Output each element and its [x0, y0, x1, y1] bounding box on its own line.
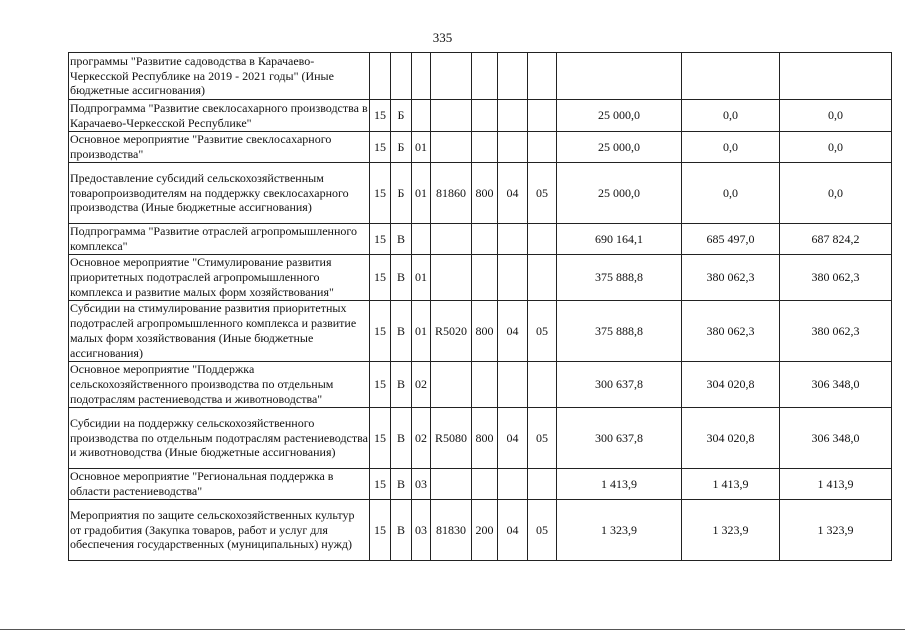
amount-cell: 687 824,2 [780, 224, 892, 255]
code-cell: В [391, 255, 412, 301]
code-cell [431, 224, 472, 255]
code-cell: 02 [412, 362, 431, 408]
code-cell [528, 255, 557, 301]
table-row [69, 163, 892, 224]
amount-cell: 0,0 [780, 132, 892, 163]
code-cell [528, 469, 557, 500]
table-row [69, 53, 892, 100]
amount-cell: 0,0 [780, 100, 892, 132]
amount-cell: 25 000,0 [557, 163, 682, 224]
amount-cell [780, 53, 892, 100]
code-cell: 02 [412, 408, 431, 469]
code-cell: 05 [528, 163, 557, 224]
row-name: Основное мероприятие "Поддержка сельскохозяйственного производства по отдельным подотраслям растениеводства и животноводства" [69, 362, 370, 408]
code-cell [472, 469, 498, 500]
code-cell: 15 [370, 469, 391, 500]
code-cell: В [391, 224, 412, 255]
code-cell: 03 [412, 500, 431, 561]
code-cell: 01 [412, 255, 431, 301]
row-name: Основное мероприятие "Развитие свеклосахарного производства" [69, 132, 370, 163]
amount-cell: 375 888,8 [557, 255, 682, 301]
budget-table [68, 52, 892, 561]
page-number: 335 [432, 30, 453, 45]
amount-cell: 1 413,9 [557, 469, 682, 500]
amount-cell [557, 53, 682, 100]
code-cell: 04 [498, 408, 528, 469]
code-cell: В [391, 362, 412, 408]
row-name: Основное мероприятие "Стимулирование развития приоритетных подотраслей агропромышленного комплекса и развитие малых форм хозяйствования" [69, 255, 370, 301]
code-cell [431, 53, 472, 100]
table-row [69, 224, 892, 255]
code-cell: В [391, 408, 412, 469]
code-cell [472, 224, 498, 255]
row-name: Подпрограмма "Развитие свеклосахарного производства в Карачаево-Черкесской Республике" [70, 100, 368, 130]
amount-cell: 25 000,0 [557, 100, 682, 132]
code-cell: 05 [528, 301, 557, 362]
code-cell: 800 [472, 163, 498, 224]
code-cell [431, 469, 472, 500]
code-cell: 04 [498, 301, 528, 362]
code-cell: 15 [370, 163, 391, 224]
code-cell: В [391, 301, 412, 362]
table-row [69, 500, 892, 561]
amount-cell: 380 062,3 [682, 255, 780, 301]
code-cell [498, 53, 528, 100]
code-cell: В [391, 469, 412, 500]
table-row [69, 301, 892, 362]
code-cell [528, 53, 557, 100]
amount-cell: 300 637,8 [557, 362, 682, 408]
row-name: Мероприятия по защите сельскохозяйственных культур от градобития (Закупка товаров, работ и услуг для обеспечения государственных (муниципальных) нужд) [69, 500, 370, 561]
code-cell: Б [391, 132, 412, 163]
code-cell: R5020 [431, 301, 472, 362]
code-cell: 15 [370, 408, 391, 469]
code-cell [431, 362, 472, 408]
code-cell: 15 [370, 301, 391, 362]
code-cell: 01 [412, 132, 431, 163]
code-cell: 81860 [431, 163, 472, 224]
row-name: Подпрограмма "Развитие отраслей агропромышленного комплекса" [69, 224, 370, 255]
amount-cell: 1 413,9 [780, 469, 892, 500]
amount-cell: 375 888,8 [557, 301, 682, 362]
code-cell [528, 224, 557, 255]
code-cell: 200 [472, 500, 498, 561]
table-row [69, 255, 892, 301]
amount-cell: 300 637,8 [557, 408, 682, 469]
code-cell [472, 362, 498, 408]
page-edge-line [0, 629, 905, 630]
row-name: Предоставление субсидий сельскохозяйственным товаропроизводителям на поддержку свеклосахарного производства (Иные бюджетные ассигнования) [69, 163, 370, 224]
code-cell [528, 362, 557, 408]
amount-cell: 304 020,8 [682, 362, 780, 408]
code-cell [498, 132, 528, 163]
amount-cell: 0,0 [682, 132, 780, 163]
code-cell: 05 [528, 408, 557, 469]
amount-cell: 0,0 [682, 163, 780, 224]
amount-cell: 380 062,3 [682, 301, 780, 362]
code-cell [528, 100, 557, 132]
amount-cell: 306 348,0 [780, 408, 892, 469]
amount-cell: 0,0 [682, 100, 780, 132]
code-cell [391, 53, 412, 100]
amount-cell: 306 348,0 [780, 362, 892, 408]
code-cell: 15 [370, 362, 391, 408]
code-cell: 04 [498, 163, 528, 224]
code-cell: 03 [412, 469, 431, 500]
code-cell: 800 [472, 301, 498, 362]
amount-cell: 690 164,1 [557, 224, 682, 255]
code-cell [431, 255, 472, 301]
code-cell: Б [391, 163, 412, 224]
code-cell [528, 132, 557, 163]
code-cell: Б [391, 100, 412, 132]
table-row [69, 100, 892, 132]
code-cell [472, 100, 498, 132]
code-cell [472, 255, 498, 301]
amount-cell: 1 413,9 [682, 469, 780, 500]
code-cell [498, 255, 528, 301]
code-cell [431, 132, 472, 163]
amount-cell: 685 497,0 [682, 224, 780, 255]
code-cell: 15 [370, 224, 391, 255]
row-name: Субсидии на поддержку сельскохозяйственного производства по отдельным подотраслям растениеводства и животноводства (Иные бюджетные ассигнования) [69, 408, 370, 469]
code-cell: 04 [498, 500, 528, 561]
code-cell: 800 [472, 408, 498, 469]
table-row [69, 469, 892, 500]
code-cell: 15 [370, 255, 391, 301]
amount-cell: 380 062,3 [780, 301, 892, 362]
code-cell [431, 100, 472, 132]
code-cell [412, 224, 431, 255]
code-cell: 15 [370, 132, 391, 163]
amount-cell: 1 323,9 [557, 500, 682, 561]
code-cell [498, 224, 528, 255]
code-cell [498, 100, 528, 132]
amount-cell: 304 020,8 [682, 408, 780, 469]
table-row [69, 362, 892, 408]
code-cell [412, 100, 431, 132]
amount-cell [682, 53, 780, 100]
table-row [69, 408, 892, 469]
code-cell [370, 53, 391, 100]
code-cell: 05 [528, 500, 557, 561]
row-name: Субсидии на стимулирование развития приоритетных подотраслей агропромышленного комплекса и развитие малых форм хозяйствования (Иные бюджетные ассигнования) [69, 301, 370, 362]
code-cell: 01 [412, 163, 431, 224]
code-cell [498, 469, 528, 500]
row-name: программы "Развитие садоводства в Карачаево-Черкесской Республике на 2019 - 2021 годы" (Иные бюджетные ассигнования) [69, 53, 370, 100]
table-row [69, 132, 892, 163]
amount-cell: 0,0 [780, 163, 892, 224]
code-cell: В [391, 500, 412, 561]
code-cell: 01 [412, 301, 431, 362]
amount-cell: 380 062,3 [780, 255, 892, 301]
code-cell [498, 362, 528, 408]
code-cell [472, 53, 498, 100]
code-cell: 81830 [431, 500, 472, 561]
code-cell: 15 [370, 100, 391, 132]
code-cell [412, 53, 431, 100]
amount-cell: 1 323,9 [682, 500, 780, 561]
code-cell: R5080 [431, 408, 472, 469]
code-cell [472, 132, 498, 163]
amount-cell: 1 323,9 [780, 500, 892, 561]
code-cell: 15 [370, 500, 391, 561]
amount-cell: 25 000,0 [557, 132, 682, 163]
row-name: Основное мероприятие "Региональная поддержка в области растениеводства" [69, 469, 370, 500]
